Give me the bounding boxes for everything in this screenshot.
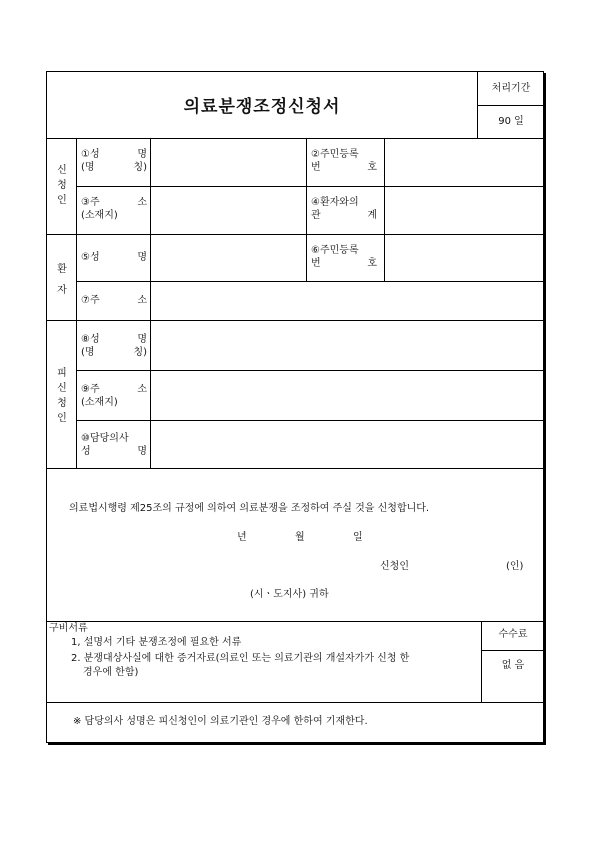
application-form [46,71,544,743]
applicant-rrn-label: ②주민등록 번 호 [311,149,377,173]
patient-address-field[interactable] [151,282,544,319]
respondent-doctor-label: ⑩담당의사 성 명 [81,433,147,457]
applicant-signature-label: 신청인 [380,561,409,572]
documents-item-1: 1, 설명서 기타 분쟁조정에 필요한 서류 [71,637,242,648]
respondent-name-field[interactable] [151,321,544,369]
section-label-respondent: 피 신 청 인 [57,368,67,424]
date-year-label: 년 [237,532,247,543]
documents-item-2: 2. 분쟁대상사실에 대한 증거자료(의료인 또는 의료기관의 개설자가가 신청 한 [71,653,410,664]
applicant-name-label: ①성 명 (명 칭) [81,149,147,173]
section-label-applicant: 신 청 인 [57,165,67,206]
divider [477,105,545,106]
seal-label: (인) [506,561,524,572]
fee-label: 수수료 [498,629,528,640]
respondent-address-label: ⑨주 소 (소재지) [81,384,147,408]
statement-text: 의료법시행령 제25조의 규정에 의하여 의료분쟁을 조정하여 주실 것을 신청합니다. [69,503,430,514]
addressee-label: (시ㆍ도지사) 귀하 [250,589,329,600]
processing-period-label: 처리기간 [491,83,531,94]
patient-name-field[interactable] [151,235,305,280]
respondent-doctor-field[interactable] [151,421,544,467]
footnote: ※ 담당의사 성명은 피신청인이 의료기관인 경우에 한하여 기재한다. [73,716,368,727]
page-title: 의료분쟁조정신청서 [183,97,341,117]
patient-rrn-label: ⑥주민등록 번 호 [311,245,377,269]
applicant-relation-label: ④환자와의 관 계 [311,197,377,221]
processing-period-value: 90 일 [498,116,524,127]
divider [76,138,77,468]
patient-name-label: ⑤성 명 [81,252,147,263]
divider [47,702,545,703]
date-month-label: 월 [295,532,305,543]
applicant-rrn-field[interactable] [385,139,544,185]
documents-heading: 구비서류 [49,623,88,634]
applicant-address-field[interactable] [151,187,305,233]
respondent-address-field[interactable] [151,371,544,419]
respondent-name-label: ⑧성 명 (명 칭) [81,334,147,358]
applicant-address-label: ③주 소 (소재지) [81,197,147,221]
applicant-relation-field[interactable] [385,187,544,233]
documents-item-2-cont: 경우에 한함) [83,667,139,678]
section-label-patient: 환 자 [57,264,67,296]
date-day-label: 일 [353,532,363,543]
fee-value: 없 음 [501,660,525,671]
patient-address-label: ⑦주 소 [81,295,147,306]
divider [306,234,307,281]
patient-rrn-field[interactable] [385,235,544,280]
divider [47,621,545,622]
divider [47,468,545,469]
applicant-name-field[interactable] [151,139,305,185]
divider [481,650,545,651]
